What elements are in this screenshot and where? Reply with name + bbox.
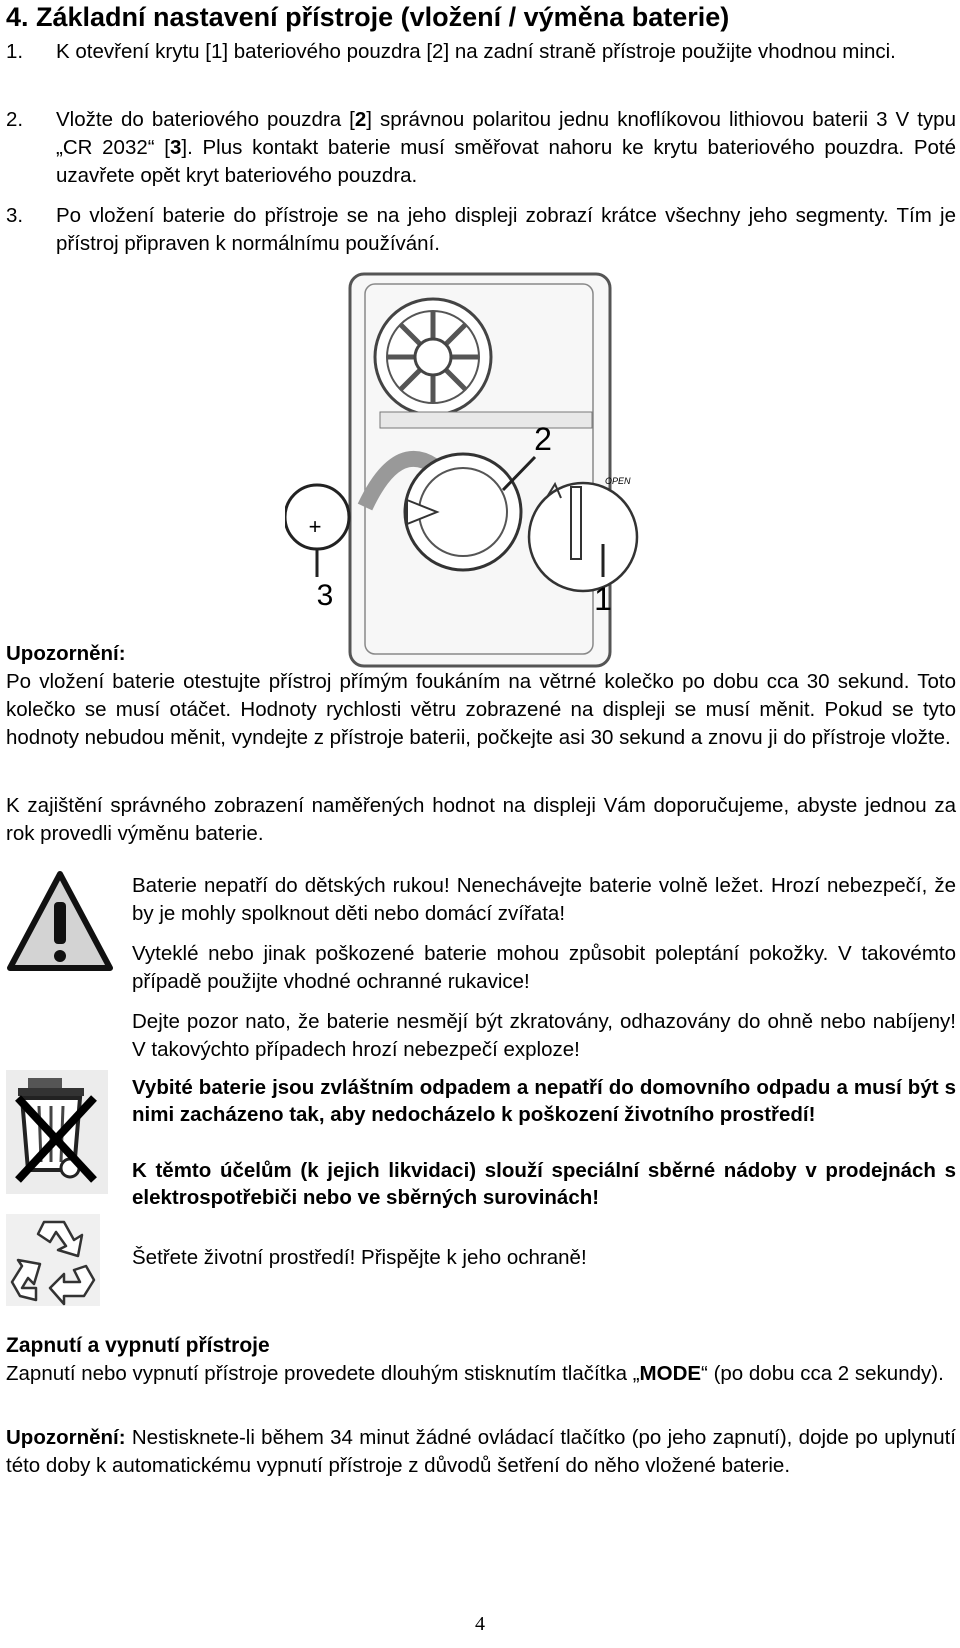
section-text: Zapnutí nebo vypnutí přístroje provedete dlouhým stisknutím tlačítka „MODE“ (po dobu cca 2 sekundy). xyxy=(6,1362,944,1385)
page-title: 4. Základní nastavení přístroje (vložení / výměna baterie) xyxy=(6,2,730,32)
label-3: 3 xyxy=(316,579,334,612)
recycling-icon xyxy=(6,1214,100,1306)
warning-text: Vyteklé nebo jinak poškozené baterie mohou způsobit poleptání pokožky. V takovémto případě použijte vhodné ochranné rukavice! xyxy=(132,942,956,993)
label-2: 2 xyxy=(534,421,552,457)
notice-text: Po vložení baterie otestujte přístroj přímým foukáním na větrné kolečko po dobu cca 30 sekund. Toto kolečko se musí otáčet. Hodnoty rychlosti větru zobrazené na displeji se musí měnit. Pokud se tyto hodnoty nebudou měnit, vyndejte z přístroje baterii, počkejte asi 30 sekund a znovu ji do přístroje vložte. xyxy=(6,670,956,749)
recommendation-text: K zajištění správného zobrazení naměřených hodnot na displeji Vám doporučujeme, abyste jednou za rok provedli výměnu baterie. xyxy=(6,794,956,845)
step-text: K otevření krytu [1] bateriového pouzdra [2] na zadní straně přístroje použijte vhodnou minci. xyxy=(56,40,896,63)
battery-diagram xyxy=(285,272,675,672)
warning-text: Baterie nepatří do dětských rukou! Nenechávejte baterie volně ležet. Hrozí nebezpečí, že by je mohly spolknout děti nebo domácí zvířata! xyxy=(132,874,956,925)
crossed-bin-icon xyxy=(6,1070,108,1194)
warning-triangle-icon xyxy=(6,868,114,974)
disposal-text: K těmto účelům (k jejich likvidaci) slouží speciální sběrné nádoby v prodejnách s elektrospotřebiči nebo ve sběrných surovinách! xyxy=(132,1159,956,1209)
notice-title: Upozornění: xyxy=(6,642,126,665)
step-number: 2. xyxy=(6,108,24,131)
open-label: OPEN xyxy=(605,476,631,486)
step-number: 1. xyxy=(6,40,24,63)
step-number: 3. xyxy=(6,204,24,227)
section-notice: Upozornění: Nestisknete-li během 34 minut žádné ovládací tlačítko (po jeho zapnutí), dojde po uplynutí této doby k automatickému vypnutí přístroje z důvodů šetření do něho vložené baterie. xyxy=(6,1426,956,1477)
environment-text: Šetřete životní prostředí! Přispějte k jeho ochraně! xyxy=(132,1246,587,1269)
step-text: Vložte do bateriového pouzdra [2] správnou polaritou jednu knoflíkovou lithiovou baterii 3 V typu „CR 2032“ [3]. Plus kontakt baterie musí směřovat nahoru ke krytu bateriového pouzdra. Poté uzavřete opět kryt bateriového pouzdra. xyxy=(56,108,956,187)
warning-text: Dejte pozor nato, že baterie nesmějí být zkratovány, odhazovány do ohně nebo nabíjeny! V takovýchto případech hrozí nebezpečí exploze! xyxy=(132,1010,956,1061)
page-number: 4 xyxy=(475,1613,485,1635)
disposal-text: Vybité baterie jsou zvláštním odpadem a nepatří do domovního odpadu a musí být s nimi zacházeno tak, aby nedocházelo k poškození životního prostředí! xyxy=(132,1076,956,1126)
step-text: Po vložení baterie do přístroje se na jeho displeji zobrazí krátce všechny jeho segmenty. Tím je přístroj připraven k normálnímu používání. xyxy=(56,204,956,255)
plus-label: + xyxy=(308,514,322,539)
section-heading: Zapnutí a vypnutí přístroje xyxy=(6,1334,270,1357)
label-1: 1 xyxy=(594,581,612,617)
